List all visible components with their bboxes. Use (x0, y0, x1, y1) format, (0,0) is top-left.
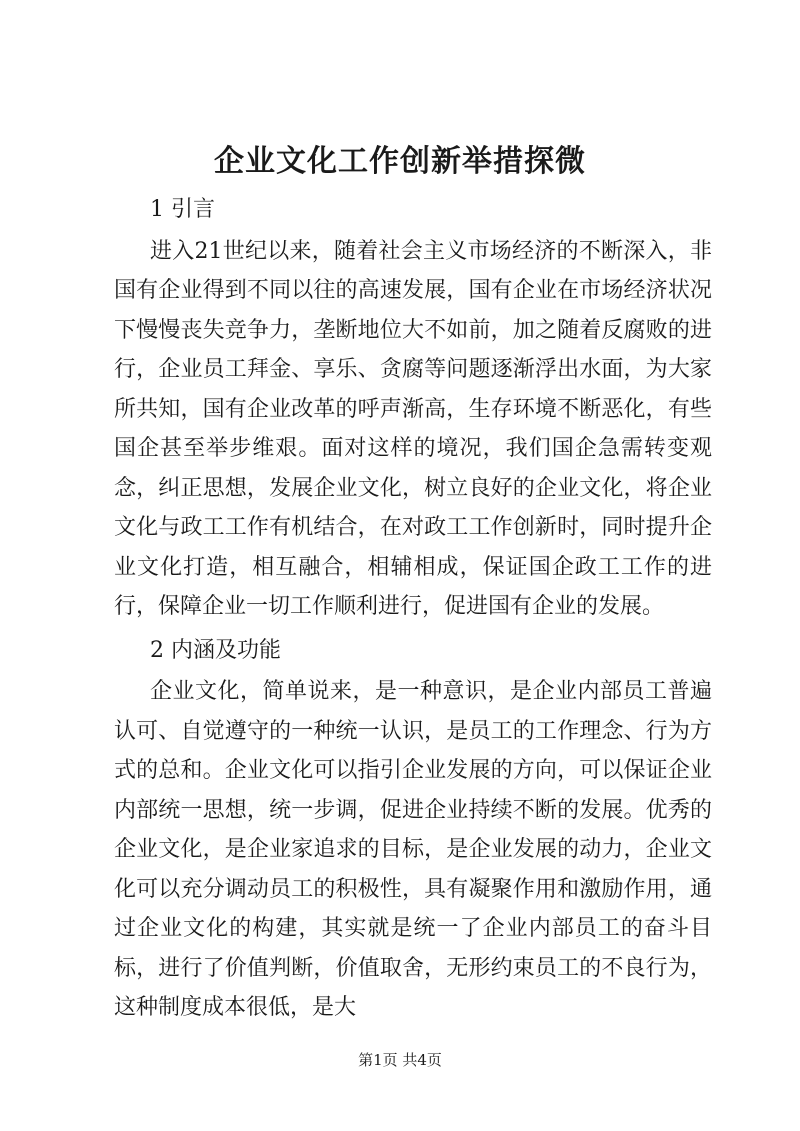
paragraph-intro: 进入21世纪以来，随着社会主义市场经济的不断深入，非国有企业得到不同以往的高速发展，国有企业在市场经济状况下慢慢丧失竞争力，垄断地位大不如前，加之随着反腐败的进行，企业员工拜金、享乐、贪腐等问题逐渐浮出水面，为大家所共知，国有企业改革的呼声渐高，生存环境不断恶化，有些国企甚至举步维艰。面对这样的境况，我们国企急需转变观念，纠正思想，发展企业文化，树立良好的企业文化，将企业文化与政工工作有机结合，在对政工工作创新时，同时提升企业文化打造，相互融合，相辅相成，保证国企政工工作的进行，保障企业一切工作顺利进行，促进国有企业的发展。 (114, 238, 712, 619)
paragraph-connotation: 企业文化，简单说来，是一种意识，是企业内部员工普遍认可、自觉遵守的一种统一认识，是员工的工作理念、行为方式的总和。企业文化可以指引企业发展的方向，可以保证企业内部统一思想，统一步调，促进企业持续不断的发展。优秀的企业文化，是企业家追求的目标，是企业发展的动力，企业文化可以充分调动员工的积极性，具有凝聚作用和激励作用，通过企业文化的构建，其实就是统一了企业内部员工的奋斗目标，进行了价值判断，价值取舍，无形约束员工的不良行为，这种制度成本很低，是大 (114, 679, 712, 1020)
document-title: 企业文化工作创新举措探微 (214, 144, 586, 179)
page-footer: 第1页 共4页 (358, 1051, 442, 1069)
document-body (114, 188, 712, 1030)
section-heading-intro: 1 引言 (150, 197, 215, 222)
section-heading-connotation: 2 内涵及功能 (150, 637, 281, 663)
